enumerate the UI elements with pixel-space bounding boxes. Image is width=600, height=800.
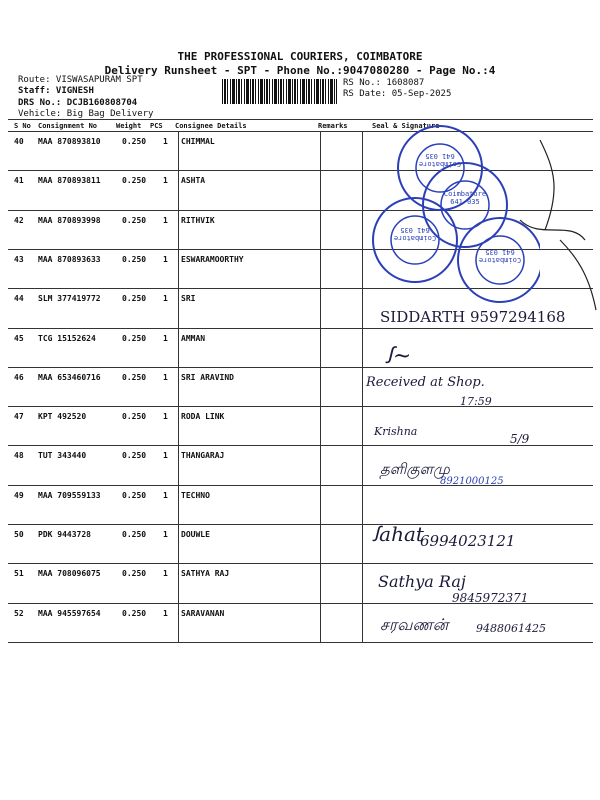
col-header-seal: Seal & Signature [372,122,440,130]
row-divider [8,445,593,446]
handwritten-signature: Received at Shop. [366,375,485,390]
row-weight: 0.250 [122,294,147,304]
row-weight: 0.250 [122,490,147,500]
row-consignment-no: MAA 870893810 [38,137,101,146]
row-weight: 0.250 [122,137,147,146]
barcode [222,79,337,104]
row-consignment-no: MAA 870893811 [38,176,101,186]
row-weight: 0.250 [122,333,147,343]
row-consignment-no: KPT 492520 [38,412,87,422]
row-pcs: 1 [163,451,168,461]
drs-text: DRS No.: DCJB160808704 [18,98,138,108]
row-consignment-no: PDK 9443728 [38,530,91,539]
row-consignment-no: MAA 653460716 [38,372,101,382]
row-weight: 0.250 [122,451,147,461]
row-sno: 47 [14,412,24,422]
row-consignee-name: SRI [181,294,196,304]
row-sno: 51 [14,569,24,579]
staff-text: Staff: VIGNESH [18,86,94,96]
handwritten-signature: Sathya Raj [378,572,466,591]
row-pcs: 1 [163,490,168,500]
col-header-weight: Weight [116,122,142,130]
handwritten-signature: ꭍ⁠ahat [372,522,424,546]
row-divider [8,524,593,525]
stamp-city: Coimbatore 641 035 [418,152,462,168]
row-divider [8,367,593,368]
row-consignee-name: RITHVIK [181,215,215,225]
stamp-city: Coimbatore 641 035 [443,190,487,206]
column-separator [178,131,179,642]
stamp-city: Coimbatore 641 035 [393,226,437,242]
page-title: THE PROFESSIONAL COURIERS, COIMBATORE [177,50,423,63]
row-consignee-name: ASHTA [181,176,206,186]
row-sno: 52 [14,608,24,618]
row-consignee-name: DOUWLE [181,530,210,539]
row-consignment-no: SLM 377419772 [38,294,101,304]
row-pcs: 1 [163,333,168,343]
handwritten-signature: SIDDARTH 9597294168 [380,308,566,326]
row-divider [8,563,593,564]
handwritten-signature: 17:59 [460,395,492,408]
col-header-pcs: PCS [150,122,163,130]
rs-number: RS No.: 1608087 [343,78,425,88]
row-consignment-no: MAA 870893633 [38,254,101,264]
row-sno: 49 [14,490,24,500]
row-consignment-no: MAA 945597654 [38,608,101,618]
handwritten-phone: 9488061425 [476,622,546,635]
row-consignee-name: SATHYA RAJ [181,569,230,579]
row-weight: 0.250 [122,215,147,225]
handwritten-signature: Krishna [374,425,418,438]
row-weight: 0.250 [122,176,147,186]
row-sno: 44 [14,294,24,304]
row-sno: 45 [14,333,24,343]
row-divider [8,485,593,486]
row-pcs: 1 [163,254,168,264]
row-sno: 50 [14,530,24,539]
row-pcs: 1 [163,176,168,186]
column-separator [320,131,321,642]
row-consignee-name: RODA LINK [181,412,225,422]
row-weight: 0.250 [122,530,147,539]
handwritten-signature: சரவணன் [380,615,449,634]
row-sno: 43 [14,254,24,264]
row-pcs: 1 [163,372,168,382]
row-pcs: 1 [163,608,168,618]
row-consignment-no: MAA 708096075 [38,569,101,579]
row-consignee-name: CHIMMAL [181,137,215,146]
route-text: Route: VISWASAPURAM SPT [18,75,143,85]
row-sno: 46 [14,372,24,382]
row-pcs: 1 [163,412,168,422]
row-consignment-no: TCG 15152624 [38,333,96,343]
handwritten-signature: ꭍ~ [385,344,412,369]
stamp-city: Coimbatore 641 035 [478,248,522,264]
row-consignee-name: TECHNO [181,490,210,500]
vehicle-text: Vehicle: Big Bag Delivery [18,109,154,119]
row-consignment-no: TUT 343440 [38,451,87,461]
col-header-sno: S No [14,122,31,130]
row-weight: 0.250 [122,372,147,382]
col-header-remarks: Remarks [318,122,348,130]
row-sno: 40 [14,137,24,146]
row-sno: 42 [14,215,24,225]
pen-scribble-icon [500,130,600,330]
row-pcs: 1 [163,569,168,579]
row-weight: 0.250 [122,412,147,422]
row-pcs: 1 [163,215,168,225]
row-consignee-name: ESWARAMOORTHY [181,254,244,264]
row-divider [8,406,593,407]
row-pcs: 1 [163,137,168,146]
row-consignee-name: SRI ARAVIND [181,372,234,382]
handwritten-signature: 5/9 [510,432,530,446]
row-pcs: 1 [163,530,168,539]
row-weight: 0.250 [122,254,147,264]
handwritten-phone: 6994023121 [420,532,516,550]
rs-date: RS Date: 05-Sep-2025 [343,89,452,99]
handwritten-phone: 9845972371 [452,591,529,605]
row-consignee-name: AMMAN [181,333,206,343]
page-subtitle: Delivery Runsheet - SPT - Phone No.:9047080280 - Page No.:4 [104,64,496,77]
handwritten-signature: தளிகுளமு [380,460,450,478]
col-header-consignee: Consignee Details [175,122,247,130]
row-weight: 0.250 [122,608,147,618]
row-consignment-no: MAA 870893998 [38,215,101,225]
col-header-consignment: Consignment No [38,122,98,130]
handwritten-phone: 8921000125 [440,476,504,487]
row-consignee-name: THANGARAJ [181,451,225,461]
row-divider [8,642,593,643]
row-sno: 41 [14,176,24,186]
row-sno: 48 [14,451,24,461]
row-pcs: 1 [163,294,168,304]
row-consignment-no: MAA 709559133 [38,490,101,500]
row-weight: 0.250 [122,569,147,579]
row-consignee-name: SARAVANAN [181,608,225,618]
